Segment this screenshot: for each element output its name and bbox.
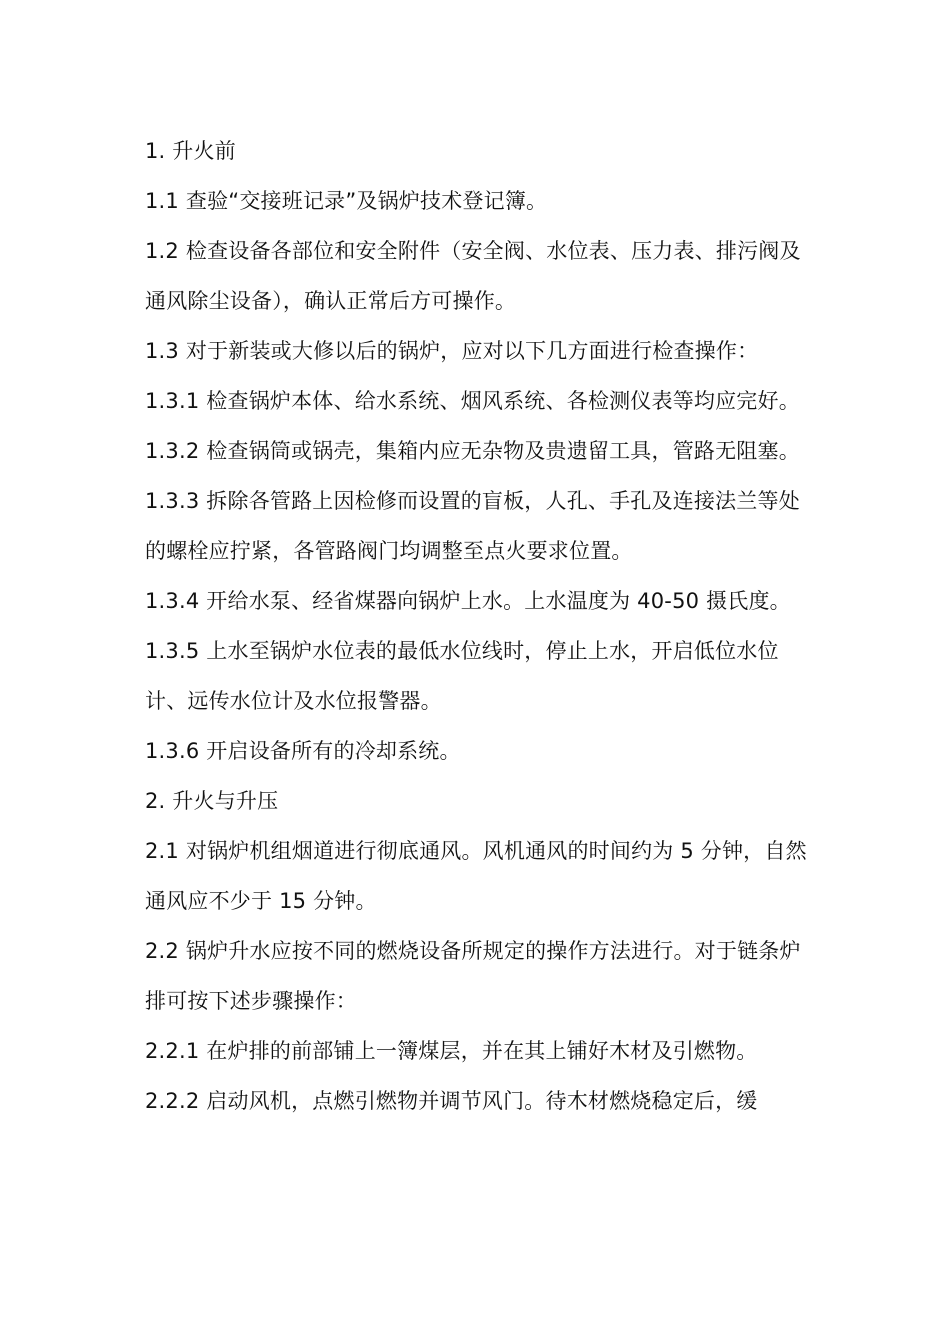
paragraph-1-3-4: 1.3.4 开给水泵、经省煤器向锅炉上水。上水温度为 40-50 摄氏度。 xyxy=(145,589,791,613)
paragraph-1-3: 1.3 对于新装或大修以后的锅炉，应对以下几方面进行检查操作： xyxy=(145,339,759,363)
paragraph-2-1: 2.1 对锅炉机组烟道进行彻底通风。风机通风的时间约为 5 分钟，自然通风应不少于 15 分钟。 xyxy=(145,839,807,913)
document-body xyxy=(145,126,813,1126)
paragraph-2-2: 2.2 锅炉升水应按不同的燃烧设备所规定的操作方法进行。对于链条炉排可按下述步骤操作： xyxy=(145,939,801,1013)
paragraph-1-3-2: 1.3.2 检查锅筒或锅壳，集箱内应无杂物及贵遗留工具，管路无阻塞。 xyxy=(145,439,800,463)
paragraph-1-1: 1.1 查验“交接班记录”及锅炉技术登记簿。 xyxy=(145,189,548,213)
paragraph-1-3-3: 1.3.3 拆除各管路上因检修而设置的盲板，人孔、手孔及连接法兰等处的螺栓应拧紧，各管路阀门均调整至点火要求位置。 xyxy=(145,489,800,563)
paragraph-1-2: 1.2 检查设备各部位和安全附件（安全阀、水位表、压力表、排污阀及通风除尘设备），确认正常后方可操作。 xyxy=(145,239,801,313)
paragraph-1-3-1: 1.3.1 检查锅炉本体、给水系统、烟风系统、各检测仪表等均应完好。 xyxy=(145,389,800,413)
section-heading-2: 2. 升火与升压 xyxy=(145,789,279,813)
section-heading-1: 1. 升火前 xyxy=(145,139,236,163)
paragraph-1-3-5: 1.3.5 上水至锅炉水位表的最低水位线时，停止上水，开启低位水位计、远传水位计及水位报警器。 xyxy=(145,639,779,713)
paragraph-2-2-2: 2.2.2 启动风机，点燃引燃物并调节风门。待木材燃烧稳定后，缓 xyxy=(145,1089,758,1113)
paragraph-2-2-1: 2.2.1 在炉排的前部铺上一簿煤层，并在其上铺好木材及引燃物。 xyxy=(145,1039,758,1063)
paragraph-1-3-6: 1.3.6 开启设备所有的冷却系统。 xyxy=(145,739,461,763)
